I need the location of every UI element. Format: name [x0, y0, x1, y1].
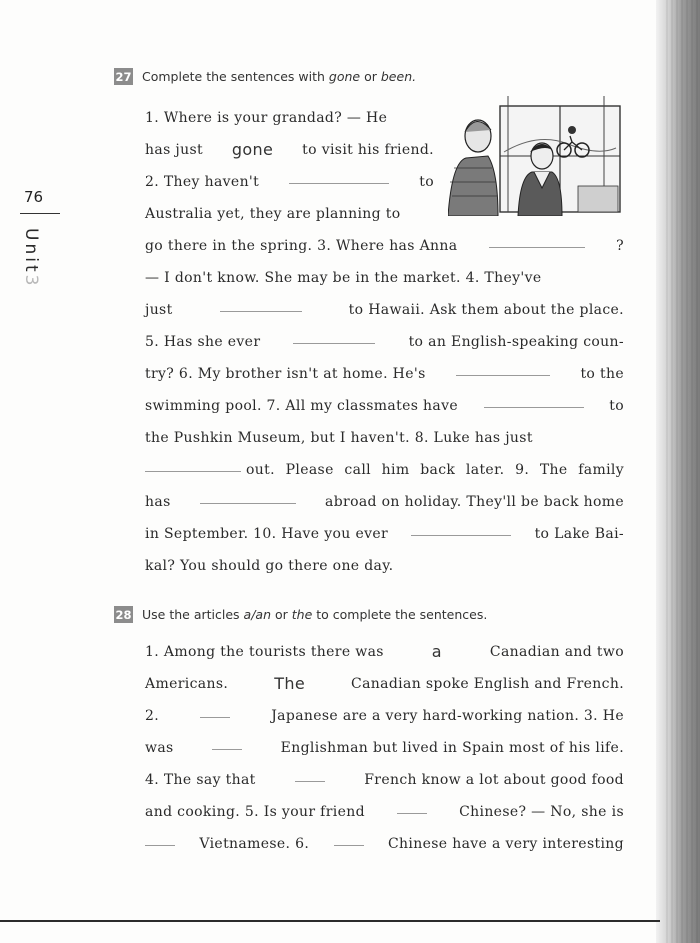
answer-blank[interactable] — [484, 390, 584, 408]
exercise-28-badge: 28 — [115, 607, 132, 622]
exercise-27-text-main — [145, 230, 624, 582]
exercise-28-header — [114, 606, 487, 623]
page-number: 76 — [24, 188, 44, 206]
exercise-28-instruction: Use the articles a/an or the to complete the sentences. — [142, 607, 488, 622]
exercise-28-text — [145, 636, 624, 860]
ex27-line-15: kal? You should go there one day. — [145, 558, 394, 574]
answer-blank[interactable] — [200, 700, 230, 718]
exercise-27-instruction: Complete the sentences with gone or been. — [142, 69, 417, 84]
ex27-line-12: out. Please call him back later. 9. The family — [145, 454, 624, 486]
bottom-rule — [0, 920, 660, 922]
answer-blank[interactable] — [293, 326, 375, 344]
ex27-line-3: 2. They haven't to — [145, 166, 434, 198]
answer-blank[interactable] — [145, 454, 241, 472]
answer-blank[interactable] — [456, 358, 550, 376]
answer-blank[interactable] — [489, 230, 585, 248]
answer-blank[interactable] — [411, 518, 511, 536]
answer-blank[interactable] — [295, 764, 325, 782]
ex27-line-4: Australia yet, they are planning to — [145, 206, 401, 222]
answer-blank[interactable] — [212, 732, 242, 750]
ex28-line-7: Vietnamese. 6. Chinese have a very interesting — [145, 828, 624, 860]
answer-blank[interactable] — [200, 486, 296, 504]
ex27-line-13: has abroad on holiday. They'll be back home — [145, 486, 624, 518]
ex27-line-5: go there in the spring. 3. Where has Anna ? — [145, 230, 624, 262]
ex28-line-5: 4. The say that French know a lot about good food — [145, 764, 624, 796]
side-divider — [20, 213, 60, 214]
exercise-27-text-top — [145, 102, 434, 230]
answer-blank[interactable] — [220, 294, 302, 312]
exercise-27-badge: 27 — [115, 69, 132, 84]
ex27-line-7: just to Hawaii. Ask them about the place. — [145, 294, 624, 326]
ex28-line-3: 2. Japanese are a very hard-working nation. 3. He — [145, 700, 624, 732]
ex27-line-8: 5. Has she ever to an English-speaking coun- — [145, 326, 624, 358]
handwritten-answer-the[interactable]: The — [274, 674, 306, 693]
ex27-line-9: try? 6. My brother isn't at home. He's to the — [145, 358, 624, 390]
ex27-line-14: in September. 10. Have you ever to Lake Bai- — [145, 518, 624, 550]
answer-blank[interactable] — [289, 166, 389, 184]
answer-blank[interactable] — [334, 828, 364, 846]
ex27-line-1: 1. Where is your grandad? — He — [145, 110, 388, 126]
ex27-line-11: the Pushkin Museum, but I haven't. 8. Luke has just — [145, 430, 533, 446]
handwritten-answer-a[interactable]: a — [431, 642, 442, 661]
ex28-line-1: 1. Among the tourists there was a Canadian and two — [145, 636, 624, 668]
exercise-27-header — [114, 68, 416, 85]
ex28-line-6: and cooking. 5. Is your friend Chinese? — No, she is — [145, 796, 624, 828]
ex27-line-10: swimming pool. 7. All my classmates have to — [145, 390, 624, 422]
ex27-line-2: has just gone to visit his friend. — [145, 134, 434, 166]
answer-blank[interactable] — [145, 828, 175, 846]
handwritten-answer-gone[interactable]: gone — [231, 140, 274, 159]
page-binding-edge — [656, 0, 700, 943]
answer-blank[interactable] — [397, 796, 427, 814]
ex27-line-6: — I don't know. She may be in the market. 4. They've — [145, 270, 542, 286]
illustration-two-boys-window — [448, 92, 624, 216]
ex28-line-4: was Englishman but lived in Spain most of his life. — [145, 732, 624, 764]
ex28-line-2: Americans. The Canadian spoke English and French. — [145, 668, 624, 700]
unit-label: Unit3 — [21, 228, 41, 289]
